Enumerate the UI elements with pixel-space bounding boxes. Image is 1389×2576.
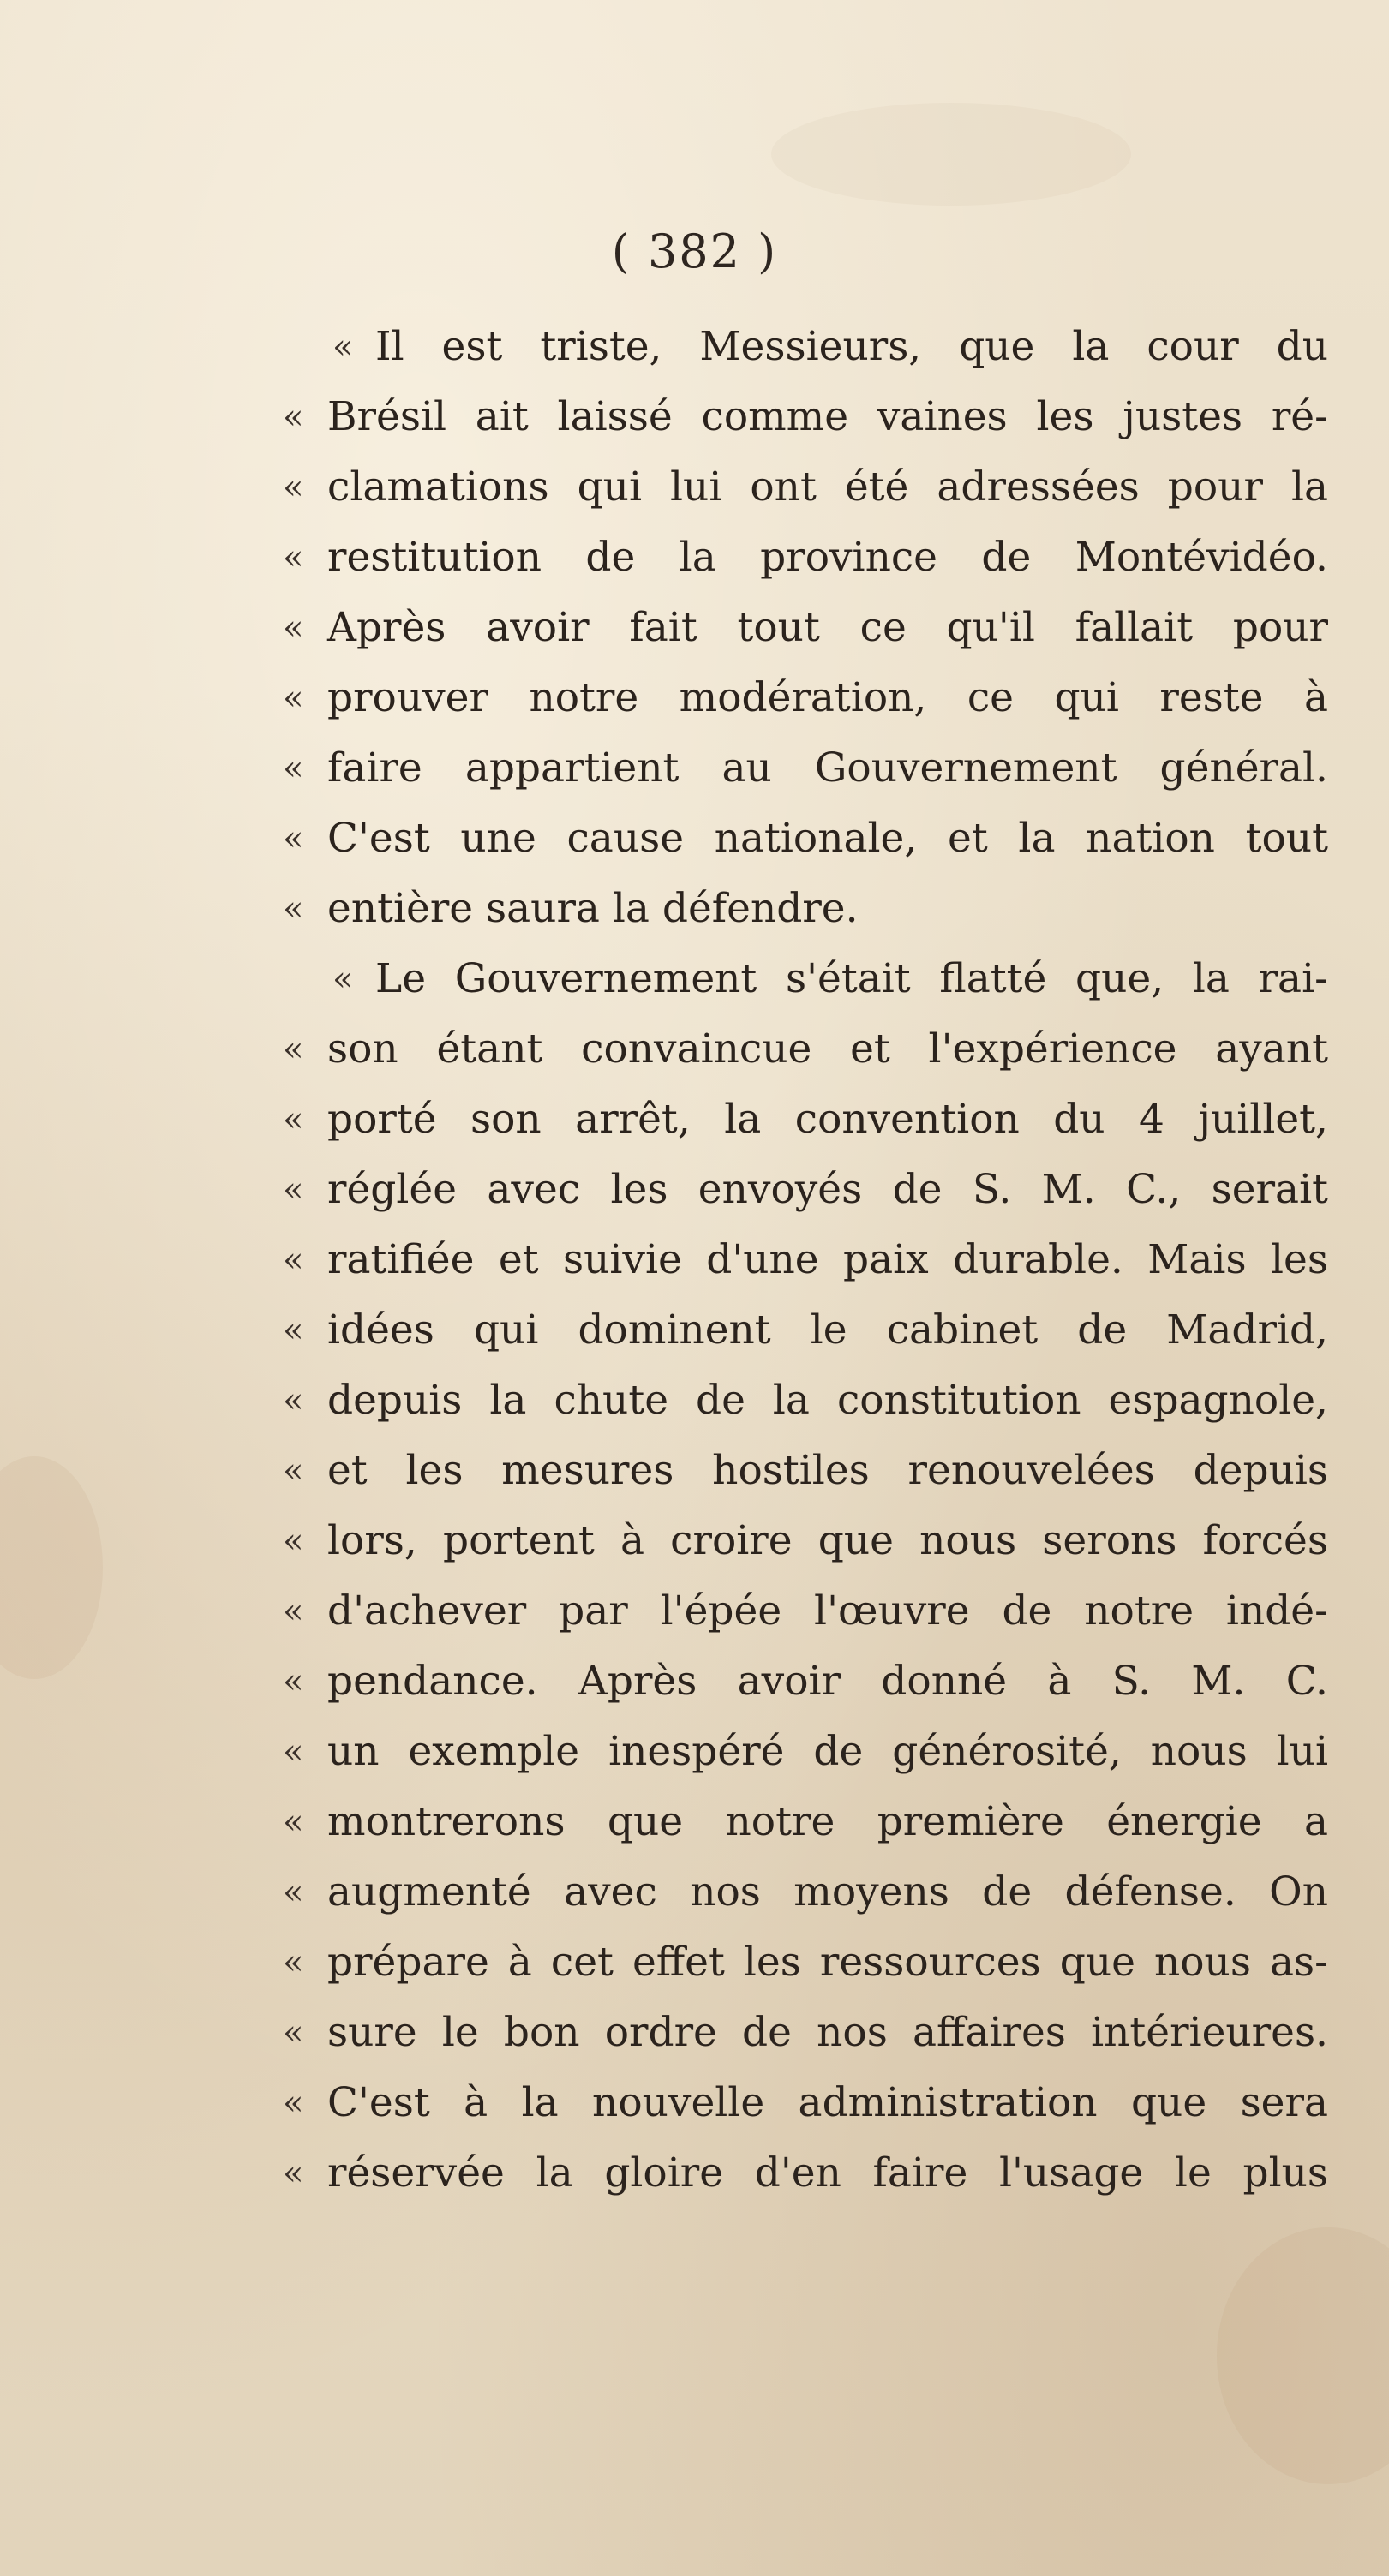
text-line <box>283 664 1328 732</box>
text-line <box>283 1788 1328 1856</box>
text-line <box>283 2139 1328 2208</box>
text-line <box>283 1437 1328 1505</box>
line-text: C'est à la nouvelle administration que sera <box>327 2079 1328 2126</box>
line-text: restitution de la province de Montévidéo. <box>327 534 1328 581</box>
line-text: entière saura la défendre. <box>327 885 859 932</box>
line-text: Il est triste, Messieurs, que la cour du <box>375 323 1328 370</box>
line-text: depuis la chute de la constitution espagnole, <box>327 1377 1328 1424</box>
page-number: ( 382 ) <box>611 224 778 278</box>
quote-mark: « <box>283 889 304 929</box>
text-line <box>283 1085 1328 1154</box>
text-line <box>283 734 1328 803</box>
line-text: ratifiée et suivie d'une paix durable. Mais les <box>327 1236 1328 1283</box>
quote-mark: « <box>283 1311 304 1350</box>
line-text: prouver notre modération, ce qui reste à <box>327 674 1328 721</box>
text-line <box>283 383 1328 451</box>
quote-mark: « <box>283 2013 304 2053</box>
quote-mark: « <box>283 749 304 788</box>
quote-mark: « <box>283 1030 304 1069</box>
line-text: d'achever par l'épée l'œuvre de notre indé- <box>327 1587 1328 1635</box>
line-text: porté son arrêt, la convention du 4 juillet, <box>327 1096 1328 1143</box>
line-text: Après avoir fait tout ce qu'il fallait pour <box>327 604 1328 651</box>
text-line <box>283 875 1328 943</box>
line-text: Brésil ait laissé comme vaines les justes ré- <box>327 393 1328 440</box>
quote-mark: « <box>283 1381 304 1420</box>
quote-mark: « <box>283 1802 304 1842</box>
quote-mark: « <box>283 2083 304 2123</box>
text-line <box>283 1647 1328 1716</box>
quote-mark: « <box>283 1100 304 1139</box>
text-line <box>283 1156 1328 1224</box>
line-text: un exemple inespéré de générosité, nous lui <box>327 1728 1328 1775</box>
quote-mark: « <box>283 819 304 858</box>
text-line <box>283 1928 1328 1997</box>
line-text: pendance. Après avoir donné à S. M. C. <box>327 1658 1328 1705</box>
quote-mark: « <box>332 327 354 367</box>
quote-mark: « <box>332 959 354 999</box>
line-text: idées qui dominent le cabinet de Madrid, <box>327 1306 1328 1354</box>
quote-mark: « <box>283 1592 304 1631</box>
text-line <box>283 453 1328 522</box>
text-line <box>283 1366 1328 1435</box>
quote-mark: « <box>283 1240 304 1280</box>
line-text: son étant convaincue et l'expérience ayant <box>327 1025 1328 1073</box>
quote-mark: « <box>283 1451 304 1491</box>
quote-mark: « <box>283 2154 304 2193</box>
line-text: prépare à cet effet les ressources que nous as- <box>327 1939 1328 1986</box>
text-line <box>283 1226 1328 1294</box>
quote-mark: « <box>283 538 304 577</box>
text-line <box>283 1507 1328 1575</box>
quote-mark: « <box>283 678 304 718</box>
quote-mark: « <box>283 1662 304 1701</box>
line-text: et les mesures hostiles renouvelées depuis <box>327 1447 1328 1494</box>
quote-mark: « <box>283 1943 304 1982</box>
text-line <box>283 1718 1328 1786</box>
text-line <box>283 313 1328 381</box>
line-text: Le Gouvernement s'était flatté que, la rai- <box>375 955 1328 1002</box>
quote-mark: « <box>283 1521 304 1561</box>
text-line <box>283 1858 1328 1927</box>
line-text: montrerons que notre première énergie a <box>327 1798 1328 1845</box>
line-text: C'est une cause nationale, et la nation tout <box>327 815 1328 862</box>
text-line <box>283 804 1328 873</box>
quote-mark: « <box>283 397 304 437</box>
text-line <box>283 1296 1328 1365</box>
quote-mark: « <box>283 1170 304 1210</box>
line-text: lors, portent à croire que nous serons forcés <box>327 1517 1328 1564</box>
text-line <box>283 523 1328 592</box>
line-text: faire appartient au Gouvernement général. <box>327 744 1328 792</box>
line-text: réservée la gloire d'en faire l'usage le plus <box>327 2149 1328 2196</box>
text-line <box>283 1999 1328 2067</box>
line-text: sure le bon ordre de nos affaires intérieures. <box>327 2009 1328 2056</box>
text-line <box>283 945 1328 1013</box>
text-line <box>283 1015 1328 1084</box>
quote-mark: « <box>283 1732 304 1772</box>
text-line <box>283 1577 1328 1646</box>
line-text: clamations qui lui ont été adressées pour la <box>327 463 1328 511</box>
line-text: augmenté avec nos moyens de défense. On <box>327 1868 1328 1916</box>
text-line <box>283 2069 1328 2137</box>
quote-mark: « <box>283 1873 304 1912</box>
text-line <box>283 594 1328 662</box>
quote-mark: « <box>283 608 304 648</box>
quote-mark: « <box>283 468 304 507</box>
line-text: réglée avec les envoyés de S. M. C., serait <box>327 1166 1328 1213</box>
